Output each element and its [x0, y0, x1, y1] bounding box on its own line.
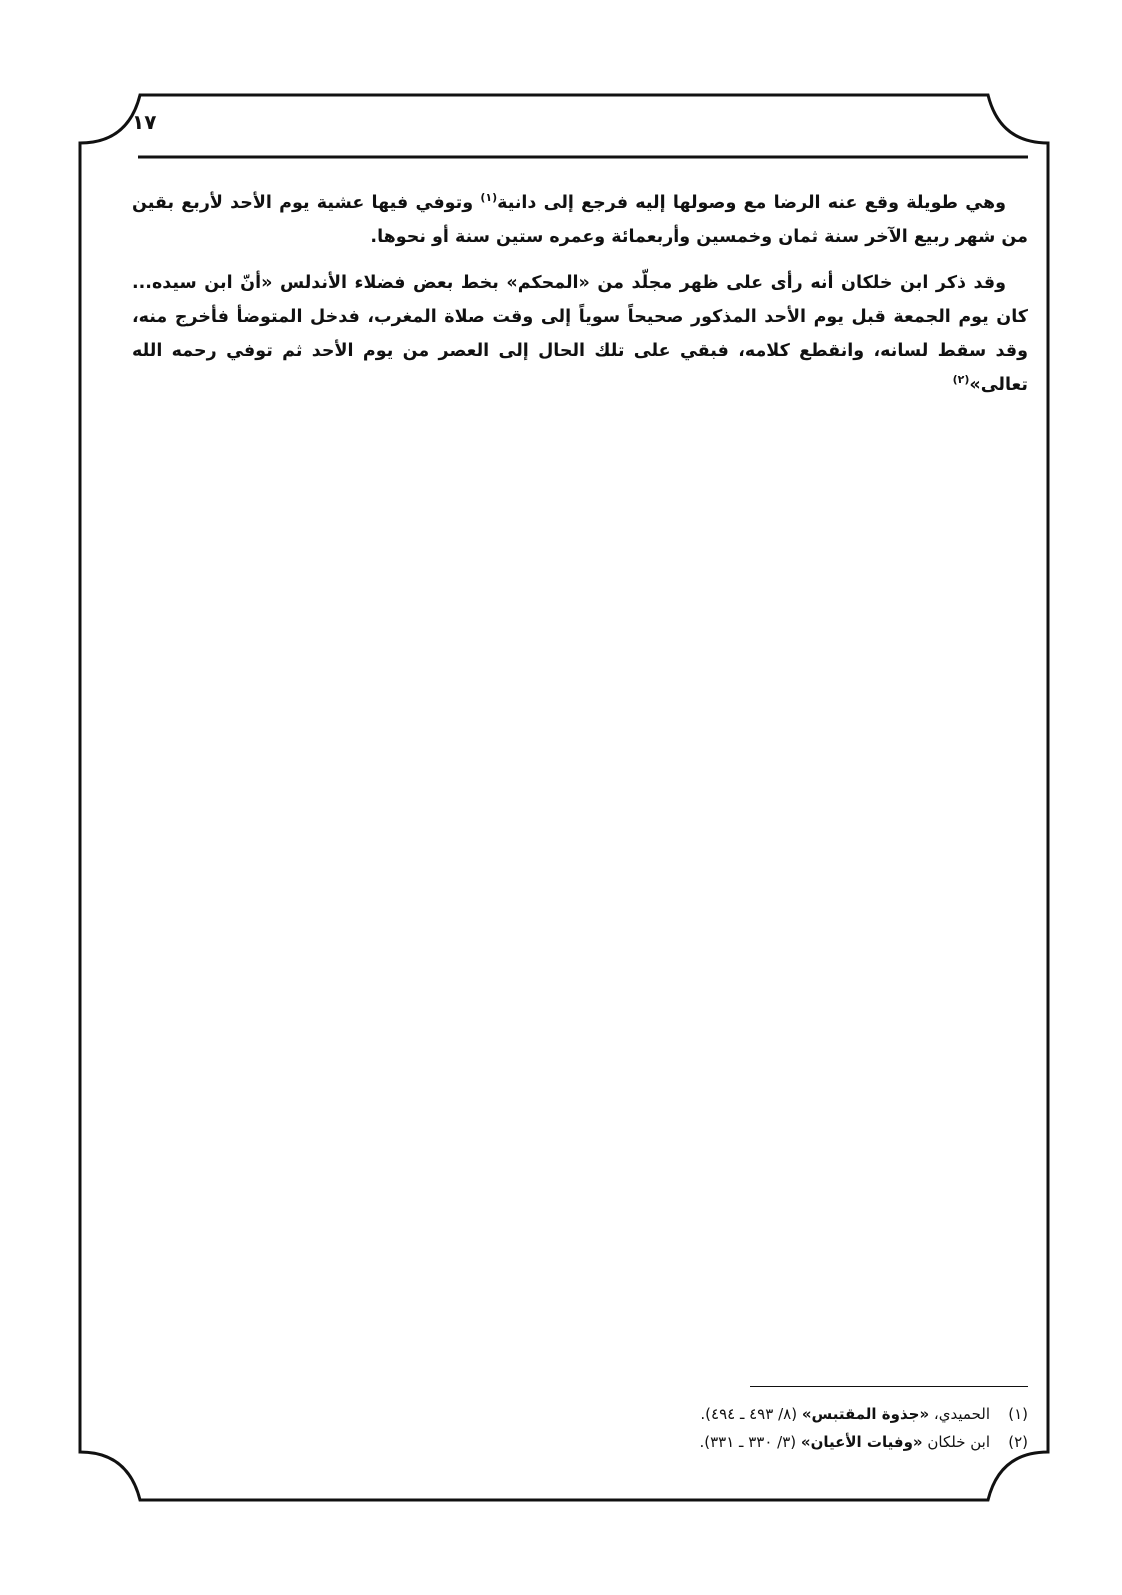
footnote-2-citation: (٣/ ٣٣٠ ـ ٣٣١). — [699, 1433, 801, 1451]
footnotes — [132, 1400, 1028, 1456]
footnote-1-number: (١) — [1008, 1405, 1028, 1423]
page-number: ١٧ — [132, 110, 157, 134]
paragraph-2-quote: بخط بعض فضلاء الأندلس «أنّ ابن سيده... كان يوم الجمعة قبل يوم الأحد المذكور صحيحاً سوياً إلى وقت صلاة المغرب، فدخل المتوضأ فأخرج منه، وقد سقط لسانه، وانقطع كلامه، فبقي على تلك الحال إلى العصر من يوم الأحد ثم توفي رحمه الله تعالى» — [132, 273, 1028, 395]
footnote-2-title: «وفيات الأعيان» — [800, 1433, 923, 1451]
footnote-2 — [132, 1428, 1028, 1456]
footnote-ref-2: (٢) — [952, 373, 970, 387]
footnote-separator — [750, 1386, 1028, 1387]
book-title-muhkam: «المحكم» — [506, 273, 590, 293]
paragraph-2 — [132, 266, 1028, 402]
footnote-1 — [132, 1400, 1028, 1428]
footnote-1-author: الحميدي، — [929, 1405, 990, 1423]
paragraph-1-text: وهي طويلة وقع عنه الرضا مع وصولها إليه فرجع إلى دانية — [497, 193, 1006, 213]
footnote-1-title: «جذوة المقتبس» — [801, 1405, 930, 1423]
footnote-1-text — [700, 1400, 990, 1428]
footnote-2-author: ابن خلكان — [922, 1433, 990, 1451]
paragraph-1 — [132, 186, 1028, 254]
main-text — [132, 186, 1028, 414]
footnote-2-number: (٢) — [1008, 1433, 1028, 1451]
footnote-ref-1: (١) — [480, 191, 498, 205]
footnote-2-text — [699, 1428, 990, 1456]
paragraph-2-text: وقد ذكر ابن خلكان أنه رأى على ظهر مجلّد من — [589, 273, 1006, 293]
footnote-1-citation: (٨/ ٤٩٣ ـ ٤٩٤). — [700, 1405, 802, 1423]
paragraph-1-continuation: وتوفي فيها عشية يوم الأحد لأربع بقين من شهر ربيع الآخر سنة ثمان وخمسين وأربعمائة وعمره ستين سنة أو نحوها. — [132, 193, 1028, 247]
